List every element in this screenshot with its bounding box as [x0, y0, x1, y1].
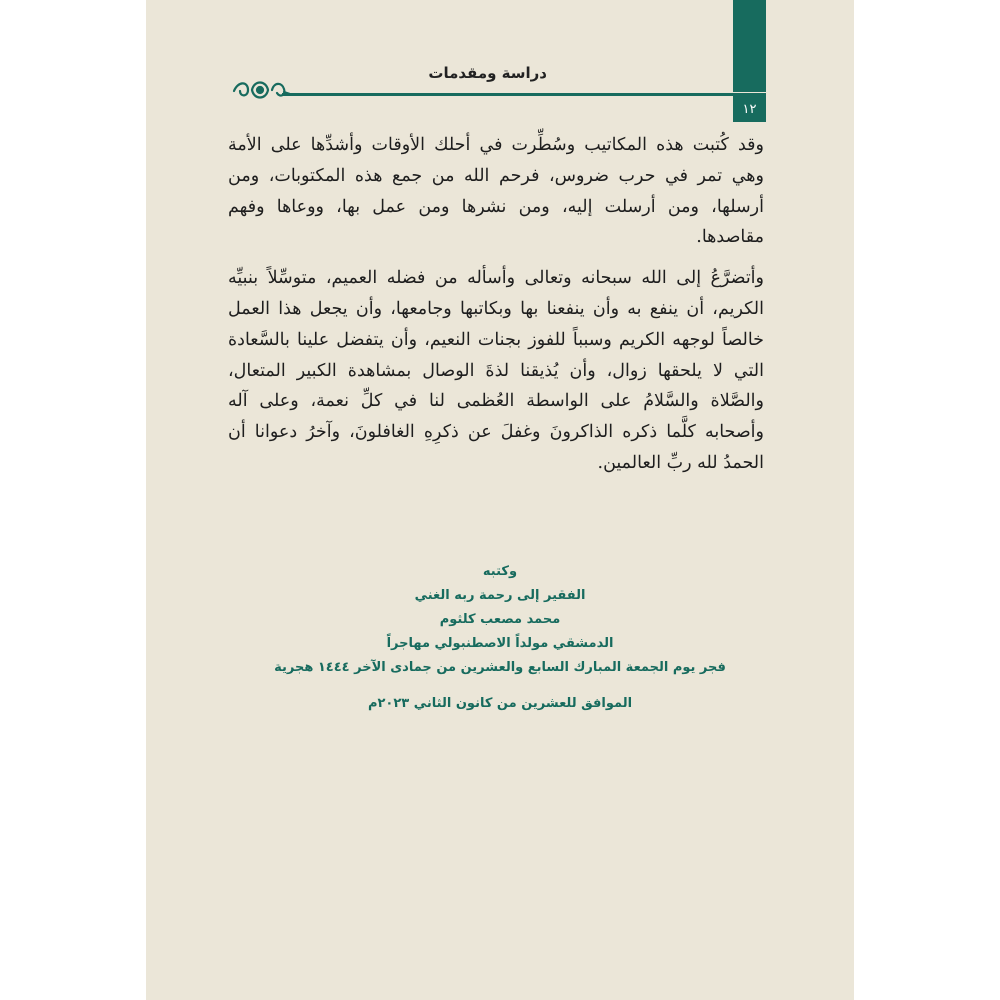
paragraph: وقد كُتبت هذه المكاتيب وسُطِّرت في أحلك الأوقات وأشدِّها على الأمة وهي تمر في حرب ضروس، فرحم الله من جمع هذه المكتوبات، ومن أرسلها، ومن أرسلت إليه، ومن نشرها ومن عمل بها، ووعاها وفهم مقاصدها. [228, 135, 764, 248]
signature-line: الفقير إلى رحمة ربه الغني [414, 588, 586, 603]
paragraph: وأتضرَّعُ إلى الله سبحانه وتعالى وأسأله من فضله العميم، متوسِّلاً بنبيِّه الكريم، أن ينفع به وأن ينفعنا بها وبكاتبها وجامعها، وأن يجعل هذا العمل خالصاً لوجهه الكريم وسبباً للفوز بجنات النعيم، وأن يتفضل علينا بالسَّعادة التي لا يلحقها زوال، وأن يُذيقنا لذةَ الوصال بمشاهدة الكبير المتعال، والصَّلاة والسَّلامُ على الواسطة العُظمى لنا في كلِّ نعمة، وعلى آله وأصحابه كلَّما ذكره الذاكرونَ وغفلَ عن ذكرِهِ الغافلونَ، وآخرُ دعوانا أن الحمدُ لله ربِّ العالمين. [228, 268, 764, 473]
signature-line: الدمشقي مولداً الاصطنبولي مهاجراً [386, 636, 614, 651]
body-text [228, 130, 764, 479]
running-header-title: دراسة ومقدمات [428, 64, 547, 82]
signature-line: وكتبه [482, 564, 518, 579]
author-name: محمد مصعب كلثوم [439, 612, 561, 627]
chapter-tab [733, 0, 766, 92]
gregorian-date: الموافق للعشرين من كانون الثاني ٢٠٢٣م [367, 696, 633, 711]
header-divider [282, 93, 766, 96]
signature-block [250, 560, 750, 716]
page-number: ١٢ [733, 96, 766, 122]
floral-ornament-icon [230, 76, 290, 104]
hijri-date: فجر يوم الجمعة المبارك السابع والعشرين من جمادى الآخر ١٤٤٤ هجرية [274, 660, 726, 675]
